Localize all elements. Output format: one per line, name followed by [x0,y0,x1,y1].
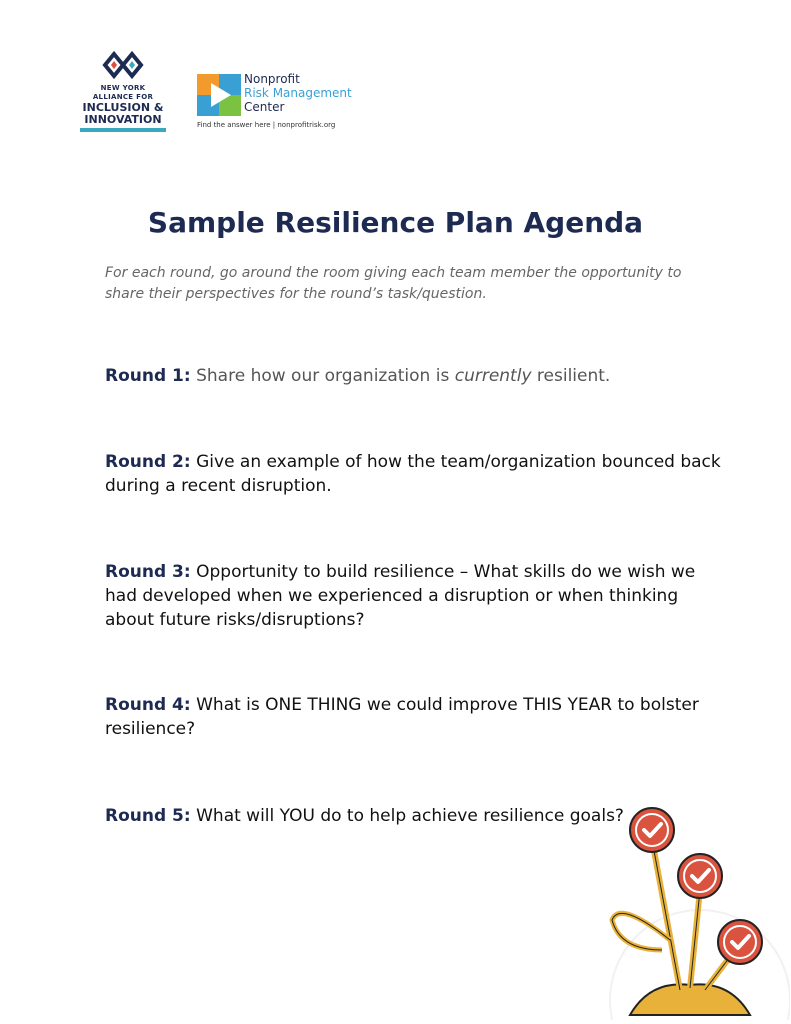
check-circle-icon-3 [718,920,762,964]
round-2 [105,450,725,498]
round-4-text: What is ONE THING we could improve THIS YEAR to bolster resilience? [105,695,699,739]
nyaii-line1: NEW YORK [100,84,146,92]
nyaii-line2: ALLIANCE FOR [92,93,154,101]
nyaii-underline [80,128,166,132]
intro-text: For each round, go around the room giving each team member the opportunity to share their perspectives for the round’s task/question. [105,265,682,302]
nyaii-line4: INNOVATION [84,113,162,126]
round-4 [105,693,725,741]
soil-mound-icon [630,984,750,1015]
nyaii-logo [80,48,166,132]
checkmark-plant-illustration [590,800,790,1020]
nrmc-line3: Center [244,100,285,114]
round-1 [105,364,725,388]
round-1-text-before: Share how our organization is [196,366,450,386]
round-5-text: What will YOU do to help achieve resilience goals? [196,806,624,826]
round-1-label: Round 1: [105,366,191,386]
round-2-text: Give an example of how the team/organization bounced back during a recent disruption. [105,452,721,496]
nyaii-line3: INCLUSION & [82,101,164,114]
nrmc-line1: Nonprofit [244,72,300,86]
round-4-label: Round 4: [105,695,191,715]
nyaii-infinity-icon [101,48,145,82]
round-1-text-after: resilient. [536,366,611,386]
round-3-text: Opportunity to build resilience – What skills do we wish we had developed when we experienced a disruption or when thinking about future risks/disruptions? [105,562,696,630]
check-circle-icon-1 [630,808,674,852]
page-title: Sample Resilience Plan Agenda [147,206,644,239]
round-3-label: Round 3: [105,562,191,582]
round-3 [105,560,725,632]
round-2-label: Round 2: [105,452,191,472]
round-5-label: Round 5: [105,806,191,826]
round-1-emphasis: currently [454,366,532,386]
check-circle-icon-2 [678,854,722,898]
nrmc-line2: Risk Management [244,86,352,100]
nrmc-tagline: Find the answer here | nonprofitrisk.org [197,121,336,129]
play-button-logo-icon [197,74,241,116]
